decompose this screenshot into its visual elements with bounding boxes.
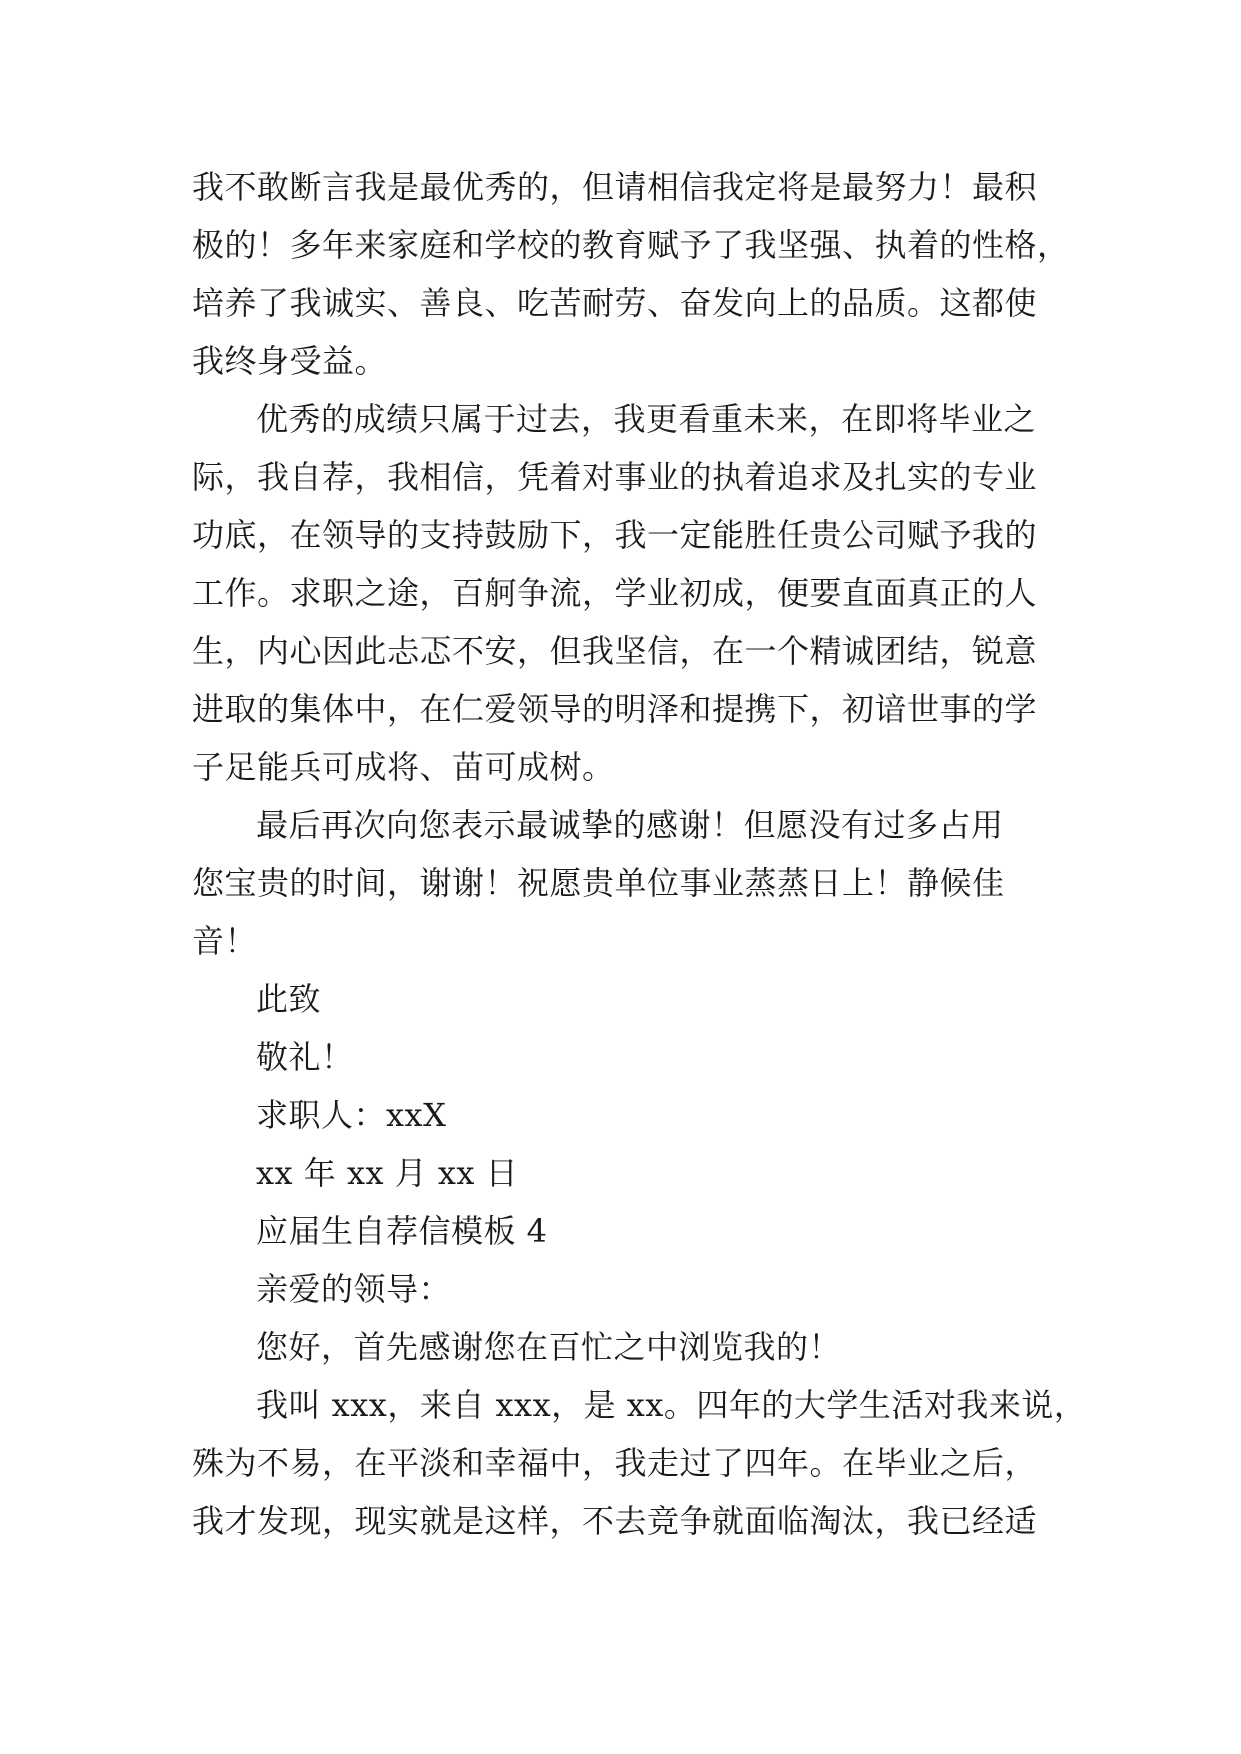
text-line: 极的！多年来家庭和学校的教育赋予了我坚强、执着的性格， — [192, 226, 1070, 264]
greeting: 亲爱的领导： — [256, 1270, 452, 1308]
letter-date: xx 年 xx 月 xx 日 — [256, 1154, 519, 1192]
text-line: 功底，在领导的支持鼓励下，我一定能胜任贵公司赋予我的 — [192, 516, 1038, 554]
text-line: 您好，首先感谢您在百忙之中浏览我的！ — [256, 1328, 842, 1366]
text-line: 我才发现，现实就是这样，不去竞争就面临淘汰，我已经适 — [192, 1502, 1038, 1540]
letter-body — [192, 158, 1092, 1550]
text-line: 殊为不易，在平淡和幸福中，我走过了四年。在毕业之后， — [192, 1444, 1038, 1482]
text-line: 子足能兵可成将、苗可成树。 — [192, 748, 615, 786]
text-line: 工作。求职之途，百舸争流，学业初成，便要直面真正的人 — [192, 574, 1038, 612]
text-line: 培养了我诚实、善良、吃苦耐劳、奋发向上的品质。这都使 — [192, 284, 1038, 322]
text-line: 我不敢断言我是最优秀的，但请相信我定将是最努力！最积 — [192, 168, 1038, 206]
applicant-name: 求职人：xxX — [256, 1096, 447, 1134]
text-line: 际，我自荐，我相信，凭着对事业的执着追求及扎实的专业 — [192, 458, 1038, 496]
text-line: 您宝贵的时间，谢谢！祝愿贵单位事业蒸蒸日上！静候佳 — [192, 864, 1005, 902]
text-line: 我终身受益。 — [192, 342, 388, 380]
salutation-regards: 敬礼！ — [256, 1038, 354, 1076]
salutation-closing: 此致 — [256, 980, 322, 1018]
text-line: 音！ — [192, 922, 258, 960]
section-title: 应届生自荐信模板 4 — [256, 1212, 548, 1250]
text-line: 生，内心因此忐忑不安，但我坚信，在一个精诚团结，锐意 — [192, 632, 1038, 670]
text-line: 我叫 xxx，来自 xxx，是 xx。四年的大学生活对我来说， — [256, 1386, 1087, 1424]
text-line: 优秀的成绩只属于过去，我更看重未来，在即将毕业之 — [256, 400, 1037, 438]
text-line: 进取的集体中，在仁爱领导的明泽和提携下，初谙世事的学 — [192, 690, 1038, 728]
text-line: 最后再次向您表示最诚挚的感谢！但愿没有过多占用 — [256, 806, 1004, 844]
